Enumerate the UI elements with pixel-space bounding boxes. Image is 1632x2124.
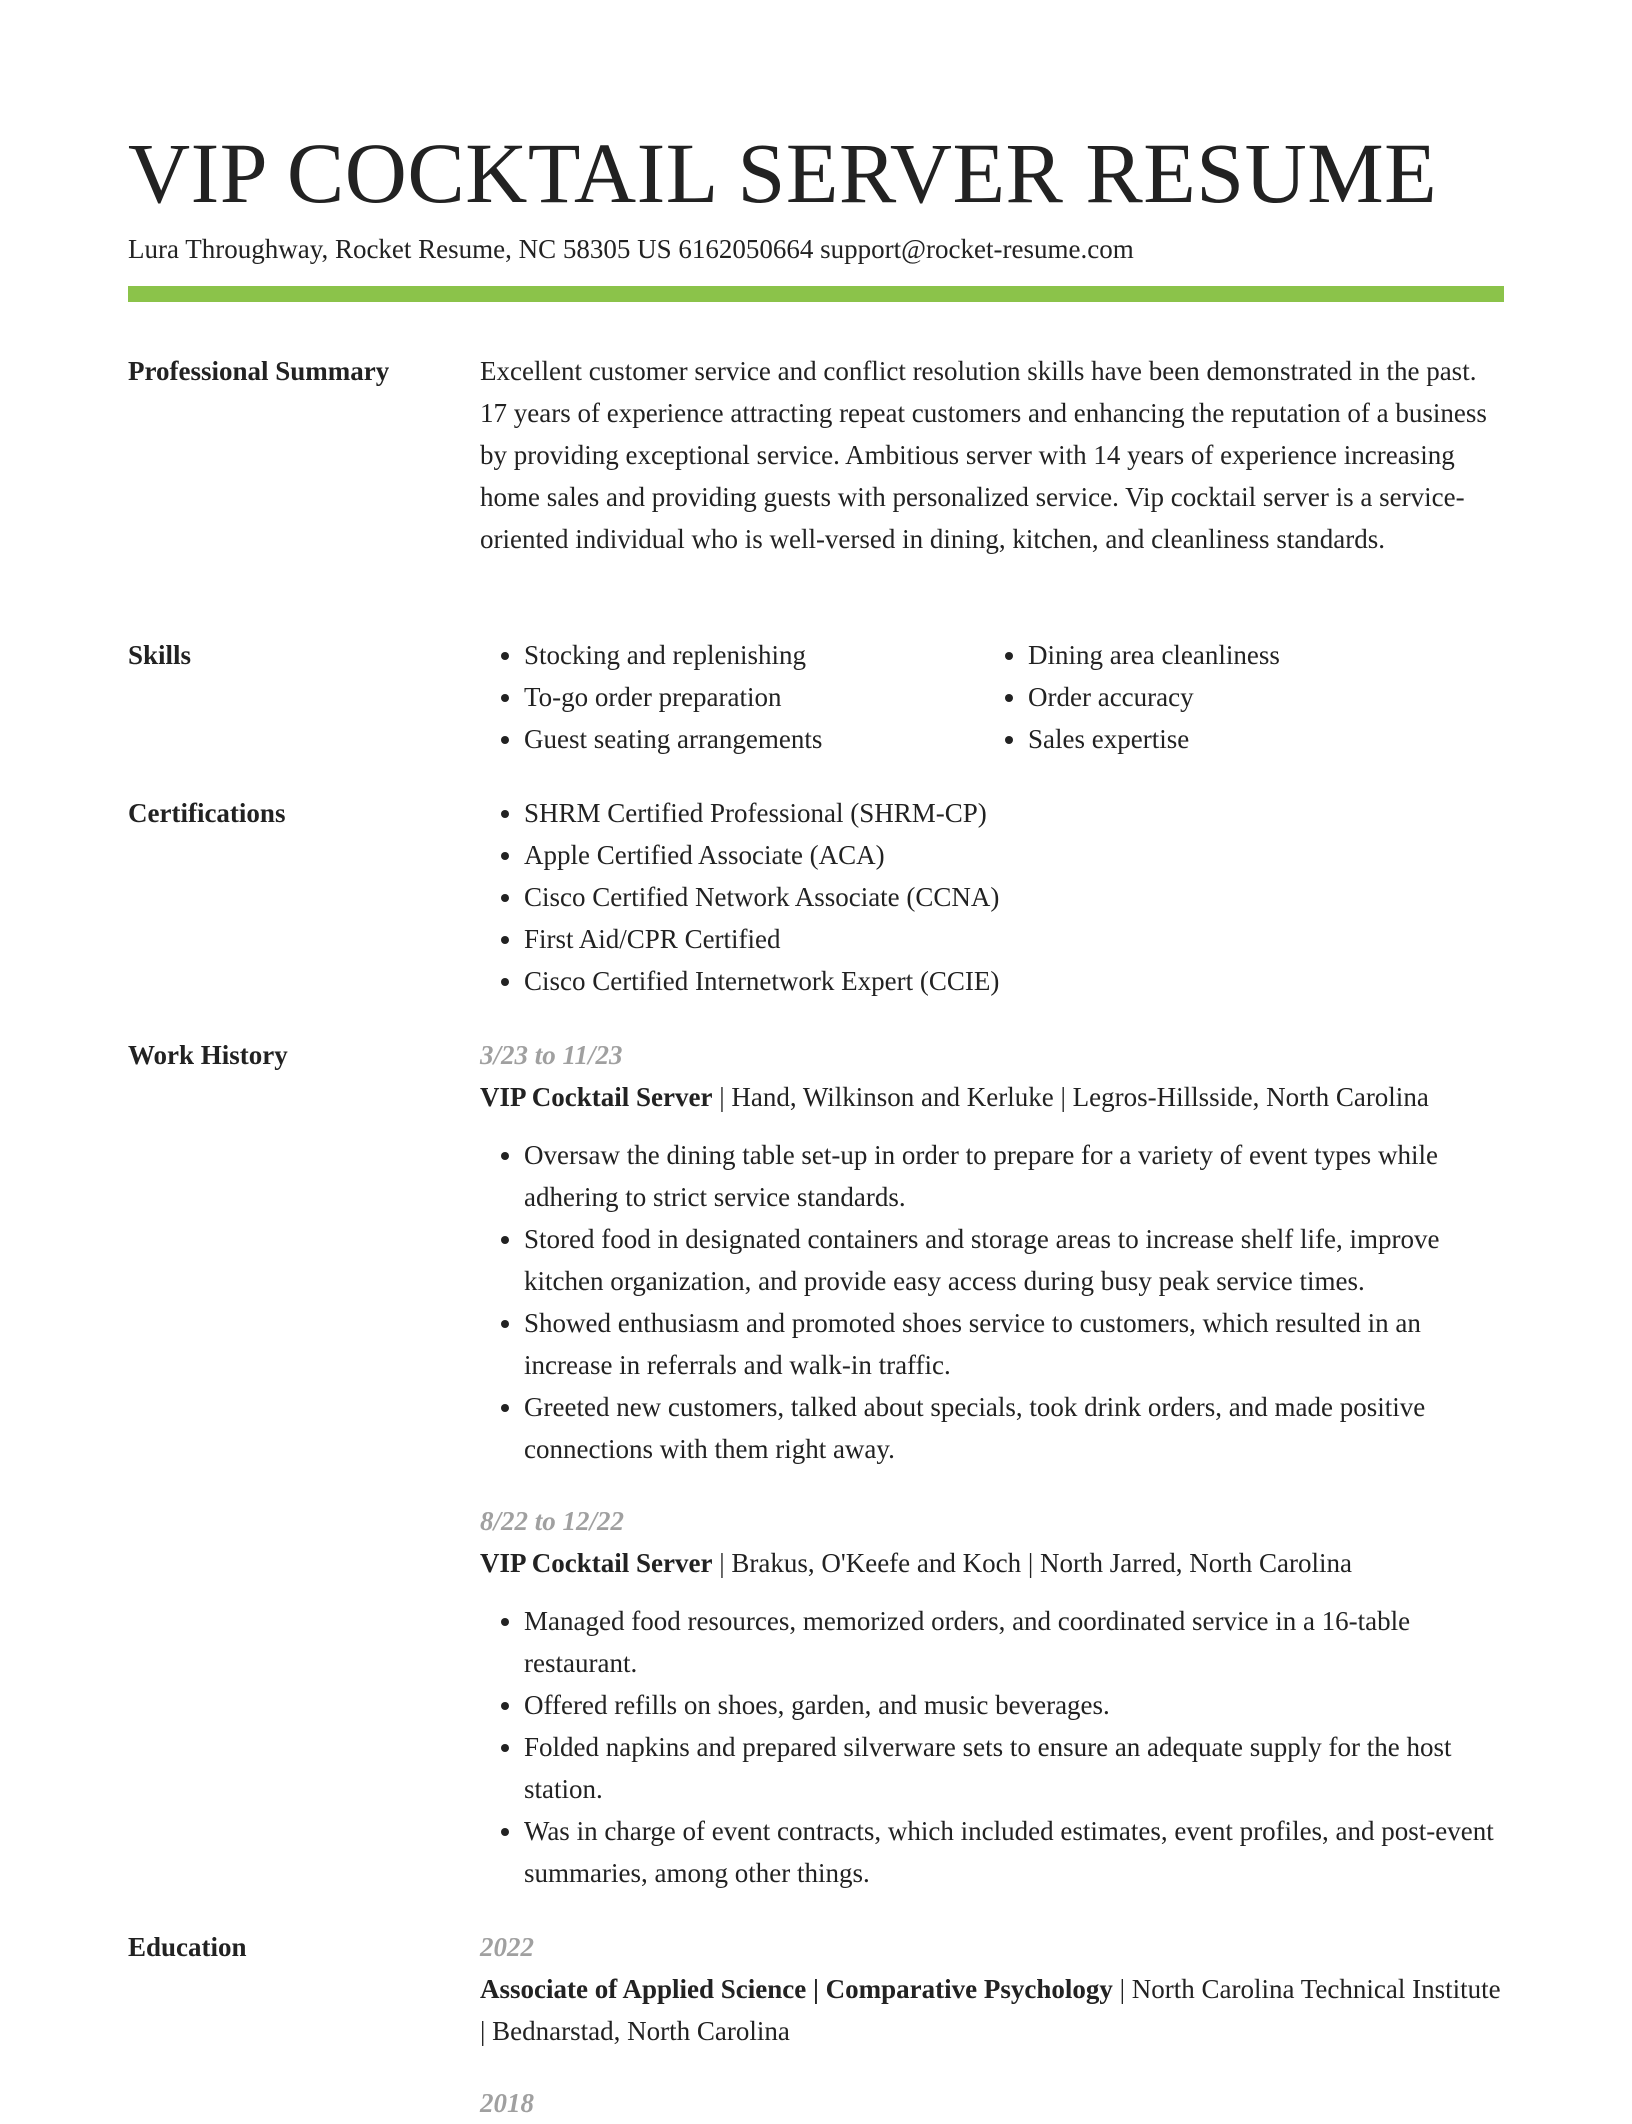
- skill-item: • Dining area cleanliness: [1028, 634, 1488, 676]
- job-date: 3/23 to 11/23: [480, 1040, 623, 1070]
- job-bullet: • Offered refills on shoes, garden, and music beverages.: [524, 1684, 1504, 1726]
- job-title: VIP Cocktail Server: [480, 1082, 713, 1112]
- job-bullet: • Greeted new customers, talked about specials, took drink orders, and made positive connections with them right away.: [524, 1386, 1504, 1470]
- skill-item: • To-go order preparation: [524, 676, 984, 718]
- work-history-label: Work History: [128, 1040, 288, 1070]
- skills-list-left: [480, 634, 984, 760]
- education-entry: [480, 1926, 1504, 2052]
- skill-item: • Stocking and replenishing: [524, 634, 984, 676]
- certification-item: • Cisco Certified Network Associate (CCNA): [524, 876, 1504, 918]
- education-details: | North Carolina Technical Institute | Bednarstad, North Carolina: [480, 1974, 1501, 2046]
- job-bullet: • Stored food in designated containers and storage areas to increase shelf life, improve kitchen organization, and provide easy access during busy peak service times.: [524, 1218, 1504, 1302]
- job-bullet: • Showed enthusiasm and promoted shoes service to customers, which resulted in an increase in referrals and walk-in traffic.: [524, 1302, 1504, 1386]
- job-bullet: • Folded napkins and prepared silverware sets to ensure an adequate supply for the host station.: [524, 1726, 1504, 1810]
- job-bullets: [480, 1134, 1504, 1470]
- skill-item: • Sales expertise: [1028, 718, 1488, 760]
- education-entry: [480, 2082, 1504, 2124]
- summary-text: Excellent customer service and conflict resolution skills have been demonstrated in the past. 17 years of experience attracting repeat customers and enhancing the reputation of a business by providing exceptional service. Ambitious server with 14 years of experience increasing home sales and providing guests with personalized service. Vip cocktail server is a service-oriented individual who is well-versed in dining, kitchen, and cleanliness standards.: [480, 356, 1487, 554]
- job-bullet: • Oversaw the dining table set-up in order to prepare for a variety of event types while adhering to strict service standards.: [524, 1134, 1504, 1218]
- job-heading: [480, 1076, 1504, 1118]
- education-heading: [480, 1968, 1504, 2052]
- education-year: 2018: [480, 2088, 534, 2118]
- skill-item: • Order accuracy: [1028, 676, 1488, 718]
- certifications-list: [480, 792, 1504, 1002]
- summary-label: Professional Summary: [128, 356, 390, 386]
- education-year: 2022: [480, 1932, 534, 1962]
- education-label: Education: [128, 1932, 247, 1962]
- accent-divider: [128, 286, 1504, 302]
- job-heading: [480, 1542, 1504, 1584]
- certification-item: • Apple Certified Associate (ACA): [524, 834, 1504, 876]
- job-date: 8/22 to 12/22: [480, 1506, 625, 1536]
- education-degree: Associate of Applied Science | Comparative Psychology: [480, 1974, 1113, 2004]
- job-details: | Brakus, O'Keefe and Koch | North Jarred, North Carolina: [712, 1548, 1352, 1578]
- resume-title: VIP COCKTAIL SERVER RESUME: [128, 125, 1438, 221]
- skills-label: Skills: [128, 640, 192, 670]
- job-bullet: • Managed food resources, memorized orders, and coordinated service in a 16-table restaurant.: [524, 1600, 1504, 1684]
- skill-item: • Guest seating arrangements: [524, 718, 984, 760]
- job-title: VIP Cocktail Server: [480, 1548, 713, 1578]
- job-bullets: [480, 1600, 1504, 1894]
- certification-item: • SHRM Certified Professional (SHRM-CP): [524, 792, 1504, 834]
- skills-list-right: [984, 634, 1488, 760]
- certification-item: • Cisco Certified Internetwork Expert (CCIE): [524, 960, 1504, 1002]
- contact-line: Lura Throughway, Rocket Resume, NC 58305 US 6162050664 support@rocket-resume.com: [128, 234, 1134, 264]
- job-bullet: • Was in charge of event contracts, which included estimates, event profiles, and post-event summaries, among other things.: [524, 1810, 1504, 1894]
- job-entry: [480, 1034, 1504, 1470]
- certification-item: • First Aid/CPR Certified: [524, 918, 1504, 960]
- job-details: | Hand, Wilkinson and Kerluke | Legros-Hillsside, North Carolina: [712, 1082, 1429, 1112]
- job-entry: [480, 1500, 1504, 1894]
- certifications-label: Certifications: [128, 798, 286, 828]
